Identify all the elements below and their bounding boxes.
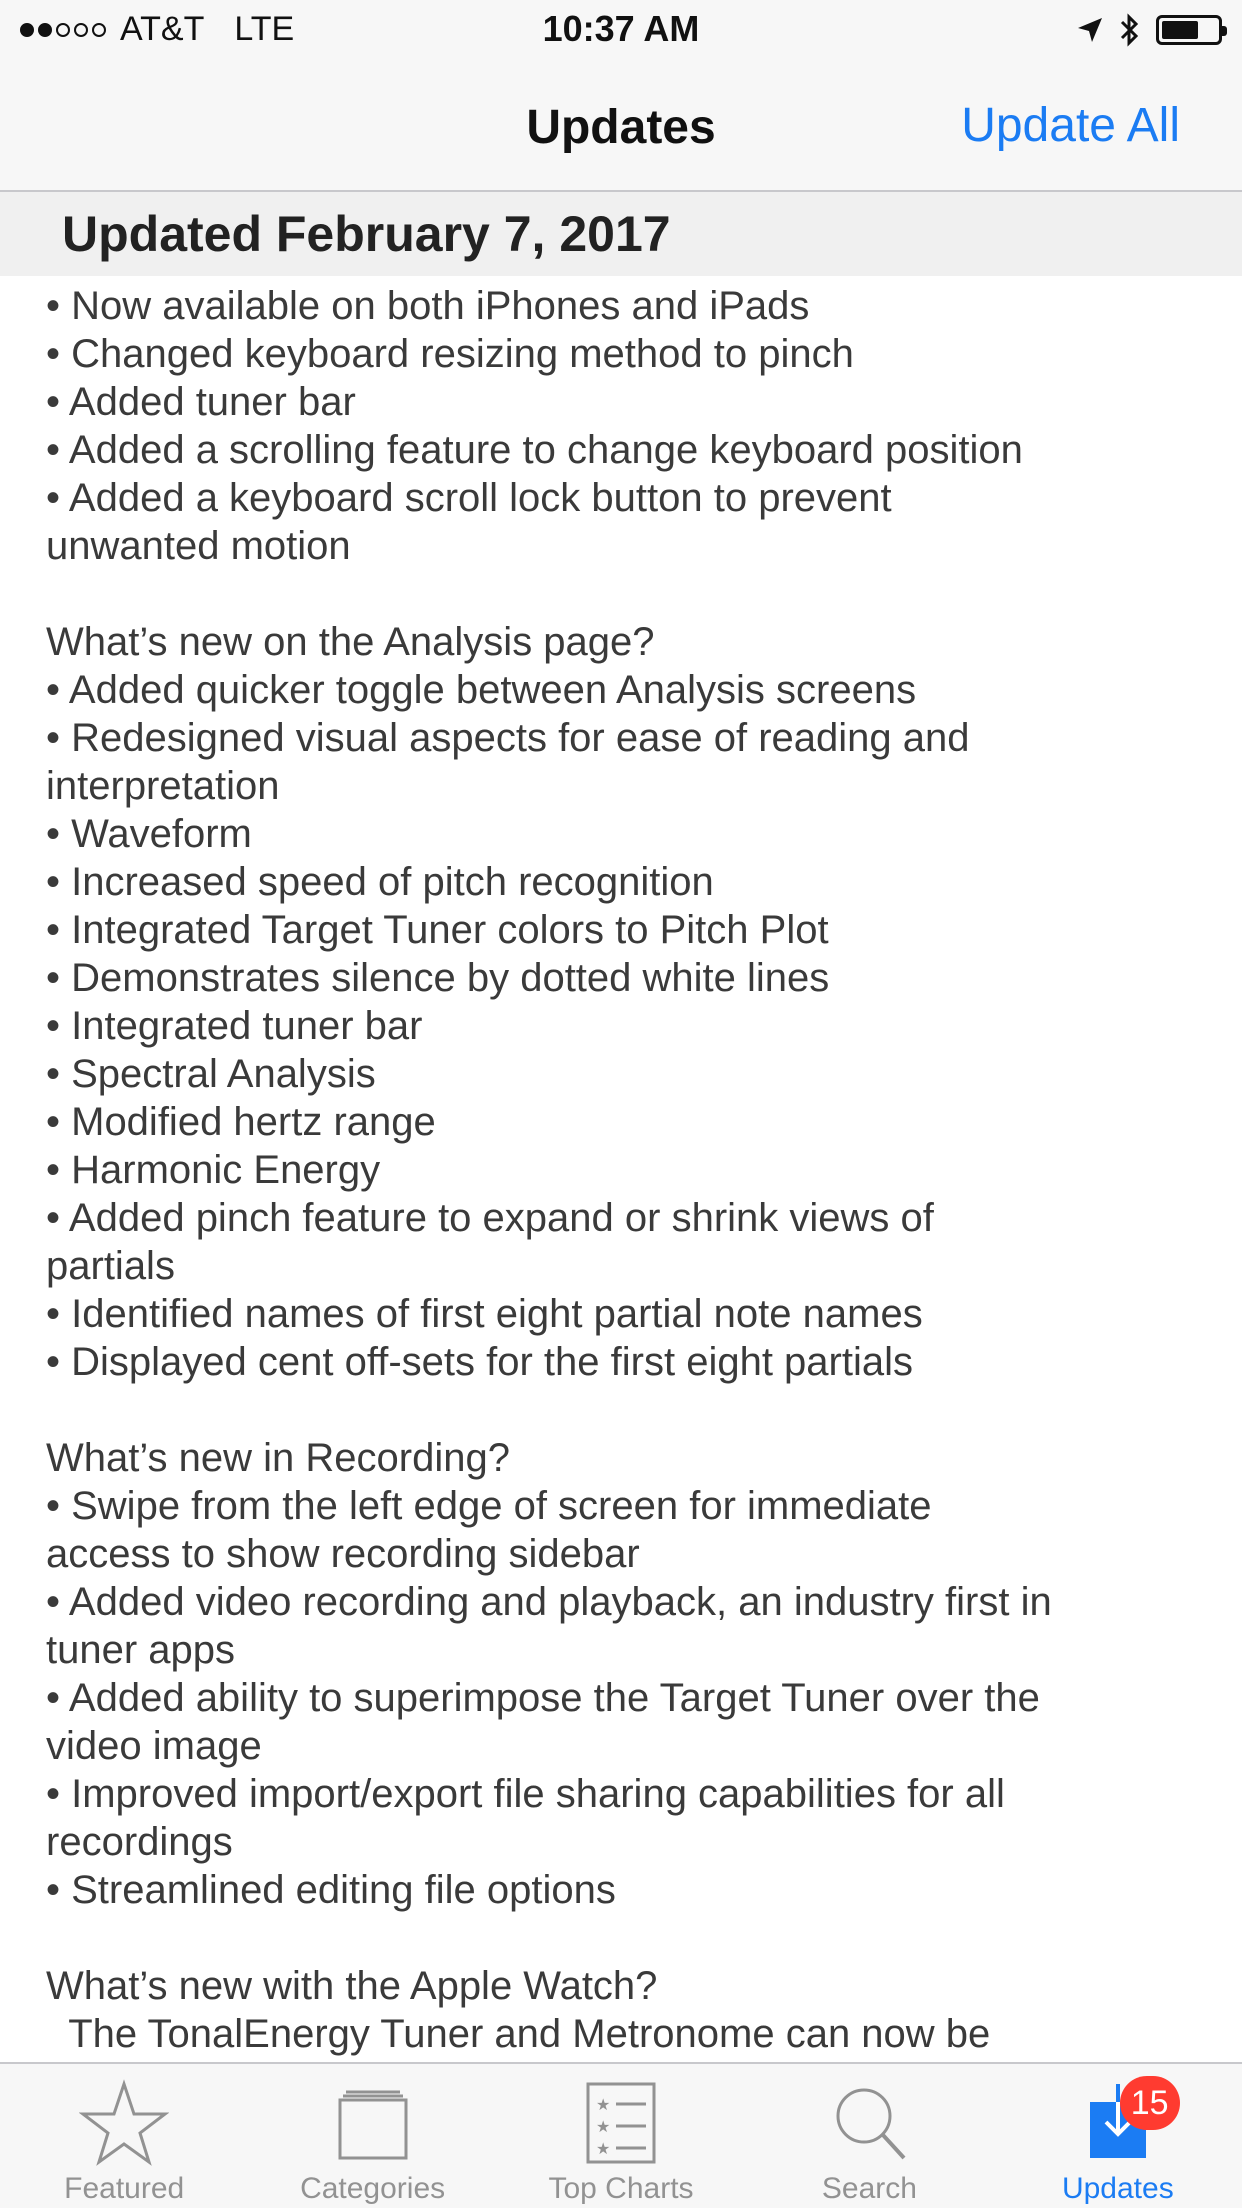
tab-label: Top Charts (548, 2172, 694, 2205)
battery-icon (1156, 15, 1222, 45)
blank-line (46, 1386, 1216, 1434)
release-note-line: • Added video recording and playback, an industry first in (46, 1580, 1052, 1624)
release-note-line: • Redesigned visual aspects for ease of reading and (46, 716, 970, 760)
network-label: LTE (234, 10, 295, 48)
svg-text:★: ★ (596, 2095, 611, 2114)
release-note-line: • Added a scrolling feature to change keyboard position (46, 428, 1023, 472)
status-right (1076, 12, 1222, 48)
updates-count-badge: 15 (1120, 2076, 1180, 2130)
tab-featured[interactable] (0, 2064, 248, 2208)
tab-label: Updates (1061, 2172, 1174, 2205)
carrier-label: AT&T (120, 10, 205, 48)
release-note-line: • Identified names of first eight partial note names (46, 1292, 923, 1336)
update-all-button[interactable]: Update All (961, 99, 1180, 152)
release-note-line: • Streamlined editing file options (46, 1868, 616, 1912)
release-note-line: The TonalEnergy Tuner and Metronome can now be (46, 2012, 991, 2056)
tab-label: Categories (300, 2172, 446, 2205)
release-note-line: • Improved import/export file sharing capabilities for all (46, 1772, 1005, 1816)
location-arrow-icon (1076, 16, 1104, 44)
updated-date-header: Updated February 7, 2017 (0, 192, 1242, 276)
release-note-line: • Harmonic Energy (46, 1148, 381, 1192)
svg-text:★: ★ (596, 2117, 611, 2136)
release-note-line: What’s new on the Analysis page? (46, 620, 655, 664)
release-note-line: recordings (46, 1820, 233, 1864)
release-note-line: • Changed keyboard resizing method to pinch (46, 332, 854, 376)
release-note-line: • Modified hertz range (46, 1100, 436, 1144)
list-icon (576, 2078, 666, 2168)
release-note-line: tuner apps (46, 1628, 236, 1672)
release-notes[interactable] (46, 282, 1216, 2062)
release-note-line: • Swipe from the left edge of screen for immediate (46, 1484, 932, 1528)
tab-label: Search (821, 2172, 917, 2205)
tab-updates[interactable] (994, 2064, 1242, 2208)
release-note-line: unwanted motion (46, 524, 351, 568)
release-note-line: • Added tuner bar (46, 380, 356, 424)
status-time: 10:37 AM (542, 8, 700, 49)
release-note-line: • Added quicker toggle between Analysis screens (46, 668, 917, 712)
release-note-line: video image (46, 1724, 262, 1768)
release-note-line: • Demonstrates silence by dotted white lines (46, 956, 830, 1000)
blank-line (46, 1914, 1216, 1962)
tab-top-charts[interactable] (497, 2064, 745, 2208)
blank-line (46, 570, 1216, 618)
page-title: Updates (526, 101, 716, 154)
release-note-line: • Increased speed of pitch recognition (46, 860, 714, 904)
categories-icon (328, 2078, 418, 2168)
star-icon (79, 2078, 169, 2168)
search-icon (824, 2078, 914, 2168)
release-note-line: What’s new in Recording? (46, 1436, 510, 1480)
status-bar (0, 0, 1242, 60)
tab-search[interactable] (745, 2064, 993, 2208)
release-note-line: • Displayed cent off-sets for the first eight partials (46, 1340, 913, 1384)
release-note-line: • Added a keyboard scroll lock button to prevent (46, 476, 892, 520)
release-note-line: What’s new with the Apple Watch? (46, 1964, 658, 2008)
tab-label: Featured (64, 2172, 185, 2205)
release-note-line: • Integrated tuner bar (46, 1004, 423, 1048)
release-note-line: access to show recording sidebar (46, 1532, 640, 1576)
release-note-line: • Added ability to superimpose the Target Tuner over the (46, 1676, 1040, 1720)
release-note-line: • Spectral Analysis (46, 1052, 376, 1096)
tab-bar (0, 2062, 1242, 2208)
release-note-line: • Waveform (46, 812, 252, 856)
release-note-line: • Added pinch feature to expand or shrink views of (46, 1196, 934, 1240)
release-note-line: interpretation (46, 764, 280, 808)
tab-categories[interactable] (248, 2064, 496, 2208)
bluetooth-icon (1118, 12, 1142, 48)
release-note-line: • Now available on both iPhones and iPads (46, 284, 810, 328)
release-note-line: partials (46, 1244, 175, 1288)
navigation-bar (0, 60, 1242, 192)
release-note-line: • Integrated Target Tuner colors to Pitch Plot (46, 908, 829, 952)
svg-text:★: ★ (596, 2139, 611, 2158)
